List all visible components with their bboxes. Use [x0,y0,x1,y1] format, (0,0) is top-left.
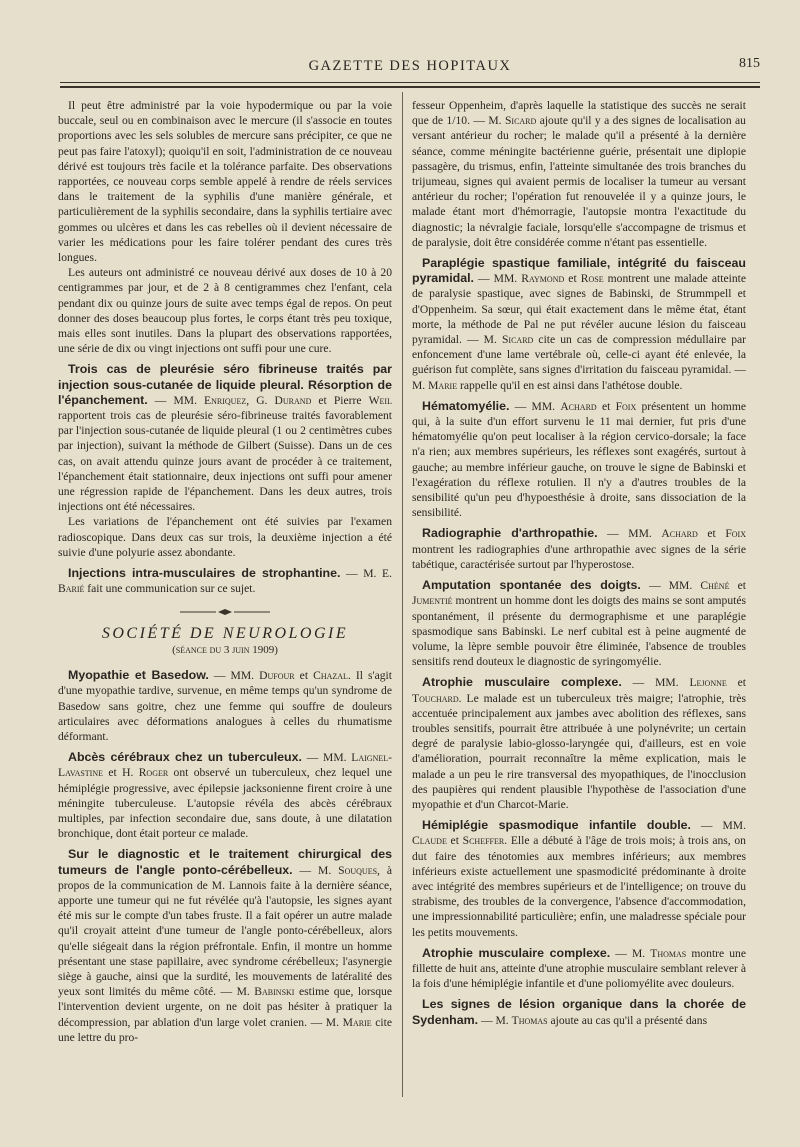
author-name: Weil [368,393,392,407]
article-atrophie-2: Atrophie musculaire complexe. — M. Thomas montre une fillette de huit ans, atteinte d'une atrophie musculaire semblant relever à la fois d'une hémiplégie infantile et d'une poliomyélite avec douleurs. [412,945,746,991]
article-title: Atrophie musculaire complexe. [422,945,611,960]
author-name: Thomas [511,1013,548,1027]
paragraph: Il peut être administré par la voie hypodermique ou par la voie buccale, seul ou en combinaison avec le mercure (il s'associe en toutes proportions avec les sels solubles de mercure sans précipiter, ce que ne peut pas faire l'atoxyl); quoiqu'il en soit, l'administration de ce nouveau dérivé est toujours très facile et la tolérance parfaite. Des observations rapportées, ce nouveau corps semble appelé à rendre de réels services dans le traitement de la syphilis d'une manière générale, et particulièrement de la syphilis secondaire, dans la syphilis tertiaire avec gommes ou ulcères et dans les cas rebelles où il devient nécessaire de varier les médications pour les faire tolérer pendant des cures très longues. [58,99,392,265]
author-name: Claude [412,834,447,848]
ornament-separator-icon [58,605,392,620]
left-column [58,98,392,1103]
column-divider [402,92,403,1097]
article-title: Paraplégie spastique familiale, intégrité du faisceau pyramidal. [412,256,746,286]
article-myopathie: Myopathie et Basedow. — MM. Dufour et Chazal. Il s'agit d'une myopathie tardive, survenue, en même temps qu'un syndrome de Basedow sans goitre, chez une femme qui souffre de douleurs articulaires avec déformations analogues à celles du rhumatisme déformant. [58,668,392,743]
article-title: Hématomyélie. [422,398,510,413]
header-rule-thick [60,86,760,88]
author-name: Roger [138,766,169,780]
article-title: Myopathie et Basedow. [68,668,209,683]
author-name: Laignel-Lavastine [58,751,392,780]
author-name: Thomas [650,946,687,960]
article-amputation: Amputation spontanée des doigts. — MM. Chéné et Jumentié montrent un homme dont les doigts des mains se sont amputés spontanément, il présente du dermographisme et une paraplégie spasmodique sans Babinski. Le nerf cubital est à peine augmenté de volume, la lèpre semble pouvoir être éliminée, l'absence de troubles sensitifs rend douteux le diagnostic de syringomyélie. [412,578,746,669]
author-name: Chazal [313,669,348,683]
author-name: Touchard [412,691,459,705]
article-title: Amputation spontanée des doigts. [422,578,641,593]
article-atrophie-1: Atrophie musculaire complexe. — MM. Lejonne et Touchard. Le malade est un tuberculeux très maigre; l'atrophie, très accentuée principalement aux jambes avec abolition des réflexes, sans troubles sensitifs, pourrait être attribuée à une polynévrite; un certain degré de paralysie labio-glosso-laryngée qui, d'ailleurs, est en voie d'amélioration, pourrait reconnaître la même explication, mais le malade a un peu le rire transversal des myopathiques, de l'inocclusion des paupières qui rendent plausible l'hypothèse de l'association d'une myopathie et d'un Charcot-Marie. [412,675,746,811]
author-name: Lejonne [689,676,727,690]
section-subtitle: (séance du 3 juin 1909) [172,643,278,656]
author-name: Foix [725,527,746,541]
article-title: Trois cas de pleurésie séro fibrineuse traités par injection sous-cutanée de liquide pleural. Résorption de l'épanchement. [58,362,392,407]
article-title: Abcès cérébraux chez un tuberculeux. [68,750,302,765]
article-paraplegie: Paraplégie spastique familiale, intégrité du faisceau pyramidal. — MM. Raymond et Rose montrent une malade atteinte de paralysie spastique, avec signes de Babinski, de Strummpell et d'Oppenheim. Sa sœur, qui était exactement dans le même état, étant morte, la méthode de Pal ne put révéler aucune lésion du faisceau pyramidal. — M. Sicard cite un cas de compression médullaire par enfoncement d'une lame vertébrale où, celle-ci ayant été enlevée, la guérison fut complète, sans signes d'irritation du faisceau pyramidal. — M. Marie rappelle qu'il en est ainsi dans l'athétose double. [412,256,746,392]
journal-title: GAZETTE DES HOPITAUX [308,58,512,74]
article-title: Hémiplégie spasmodique infantile double. [422,818,691,833]
author-name: Dufour [259,669,295,683]
header-rule-thin [60,82,760,83]
article-tumeurs: Sur le diagnostic et le traitement chirurgical des tumeurs de l'angle ponto-cérébelleux. — M. Souques, à propos de la communication de M. Lannois faite à la dernière séance, apporte une tumeur qui ne fut révélée qu'à l'autopsie, les signes ayant été mis sur le compte d'un tabes fruste. Il a fait opérer un autre malade qu'il croyait atteint d'une tumeur de l'angle ponto-cérébelleux, alors qu'elle siégeait dans la région préfrontale. Enfin, il montre un homme présentant une stase papillaire, avec syndrome cérébelleux; l'asynergie siège à gauche, ainsi que la surdité, les mouvements de latéralité des yeux sont limités du même côté. — M. Babinski estime que, lorsque l'intervention devient urgente, on ne doit pas hésiter à pratiquer la décompression, par ablation d'un large volet cranien. — M. Marie cite une lettre du pro- [58,847,392,1044]
author-name: Babinski [254,985,295,999]
author-name: Scheffer [462,834,505,848]
article-hematomyelie: Hématomyélie. — MM. Achard et Foix présentent un homme qui, à la suite d'un effort survenu le 11 mai dernier, fut pris d'une hématomyélie qu'on peut localiser à la région cervico-dorsale; la face n'a rien; aux membres supérieurs, les réflexes sont exagérés, surtout à gauche; au membre inférieur gauche, on trouve le signe de Babinski et l'exagération du réflexe rotulien. Il n'y a d'autres troubles de la sensibilité qu'un peu d'hypoesthésie à droite, sans dissociation de la sensibilité. [412,398,746,520]
author-name: Enriquez [204,393,247,407]
article-pleuresie: Trois cas de pleurésie séro fibrineuse traités par injection sous-cutanée de liquide pleural. Résorption de l'épanchement. — MM. Enriquez, G. Durand et Pierre Weil rapportent trois cas de pleurésie séro-fibrineuse traités favorablement par l'injection sous-cutanée de liquide pleural (1 ou 2 centimètres cubes par injection), suivant la méthode de Gilbert (Suisse). Dans un de ces cas, on avait attendu quinze jours avant de procéder à ce traitement, l'épanchement était stationnaire, deux injections ont suffi pour amener une régression rapide de l'épanchement. Dans les deux autres, trois injections ont été nécessaires. [58,362,392,514]
paragraph: Les auteurs ont administré ce nouveau dérivé aux doses de 10 à 20 centigrammes par jour, et de 2 à 8 centigrammes chez l'enfant, cela pendant dix ou quinze jours de suite avec temps égal de repos. On peut donner des doses beaucoup plus fortes, le corps étant très peu toxique, mais elles sont inutiles. Dans la plupart des observations rapportées, une série de dix ou vingt injections ont suffi pour une cure. [58,266,392,356]
article-title: Injections intra-musculaires de strophantine. [68,566,341,581]
article-title: Atrophie musculaire complexe. [422,675,622,690]
author-name: Marie [428,378,458,392]
author-name: Achard [661,527,698,541]
author-name: Souques [338,863,378,877]
section-title: SOCIÉTÉ DE NEUROLOGIE [101,624,349,642]
author-name: Raymond [521,272,565,286]
article-strophantine: Injections intra-musculaires de strophantine. — M. E. Barié fait une communication sur ce sujet. [58,566,392,596]
author-name: Barié [58,582,85,596]
article-title: Les signes de lésion organique dans la chorée de Sydenham. [412,997,746,1027]
author-name: Jumentié [412,594,453,608]
author-name: Sicard [501,333,534,347]
right-column [412,98,746,1103]
article-abces: Abcès cérébraux chez un tuberculeux. — MM. Laignel-Lavastine et H. Roger ont observé un tuberculeux, chez lequel une hémiplégie progressive, avec épilepsie jacksonienne firent croire à une méningite tuberculeuse. L'autopsie révéla des abcès cérébraux multiples, par infection secondaire due, sans doute, à une dilatation bronchique, dont était porteur ce malade. [58,750,392,841]
article-choree: Les signes de lésion organique dans la chorée de Sydenham. — M. Thomas ajoute au cas qu'il a présenté dans [412,997,746,1027]
paragraph: Les variations de l'épanchement ont été suivies par l'examen radioscopique. Dans deux cas sur trois, la deuxième injection a été suivie d'une polyurie assez abondante. [58,515,392,559]
page-number: 815 [739,56,760,71]
article-title: Sur le diagnostic et le traitement chirurgical des tumeurs de l'angle ponto-cérébelleux. [58,847,392,877]
paragraph-continuation: fesseur Oppenheim, d'après laquelle la statistique des succès ne serait que de 1/10. — M. Sicard ajoute qu'il y a des signes de localisation au versant antérieur du rocher; le malade qu'il a présenté à la dernière séance, comme méningite bactérienne guérie, présentait une diplopie passagère, du trismus, enfin, l'atteinte simultanée des trois branches du trijumeau, signes qui avaient permis de localiser la tumeur au versant antérieur du rocher; l'opération fut renouvelée il y a quinze jours, le malade étant mort d'hémorragie, l'autopsie montra l'exactitude du diagnostic; la névralgie faciale, lorsqu'elle s'accompagne de trismus et de paralysie, doit être considérée comme n'étant pas essentielle. [412,99,746,249]
article-title: Radiographie d'arthropathie. [422,526,598,541]
author-name: Foix [615,399,637,413]
author-name: G. Durand [256,393,312,407]
article-radiographie: Radiographie d'arthropathie. — MM. Achard et Foix montrent les radiographies d'une arthropathie avec signes de la série tabétique, caractérisée surtout par l'hyperostose. [412,526,746,571]
author-name: Chéné [700,579,730,593]
author-name: Marie [342,1015,372,1029]
author-name: Sicard [504,114,537,128]
author-name: Achard [560,399,597,413]
page-header [60,58,760,82]
author-name: Rose [580,272,604,286]
article-hemiplegie: Hémiplégie spasmodique infantile double. — MM. Claude et Scheffer. Elle a débuté à l'âge de trois mois; à trois ans, on dut faire des ténotomies aux membres inférieurs; aux membres inférieurs existe actuellement une spasmodicité prédominante à droite avec intégrité des membres supérieurs et de l'intelligence; on trouve du strabisme, des troubles de la convergence, l'absence d'accommodation, une impressionnabilité particulière; enfin, une maladresse spéciale pour les petits mouvements. [412,818,746,939]
